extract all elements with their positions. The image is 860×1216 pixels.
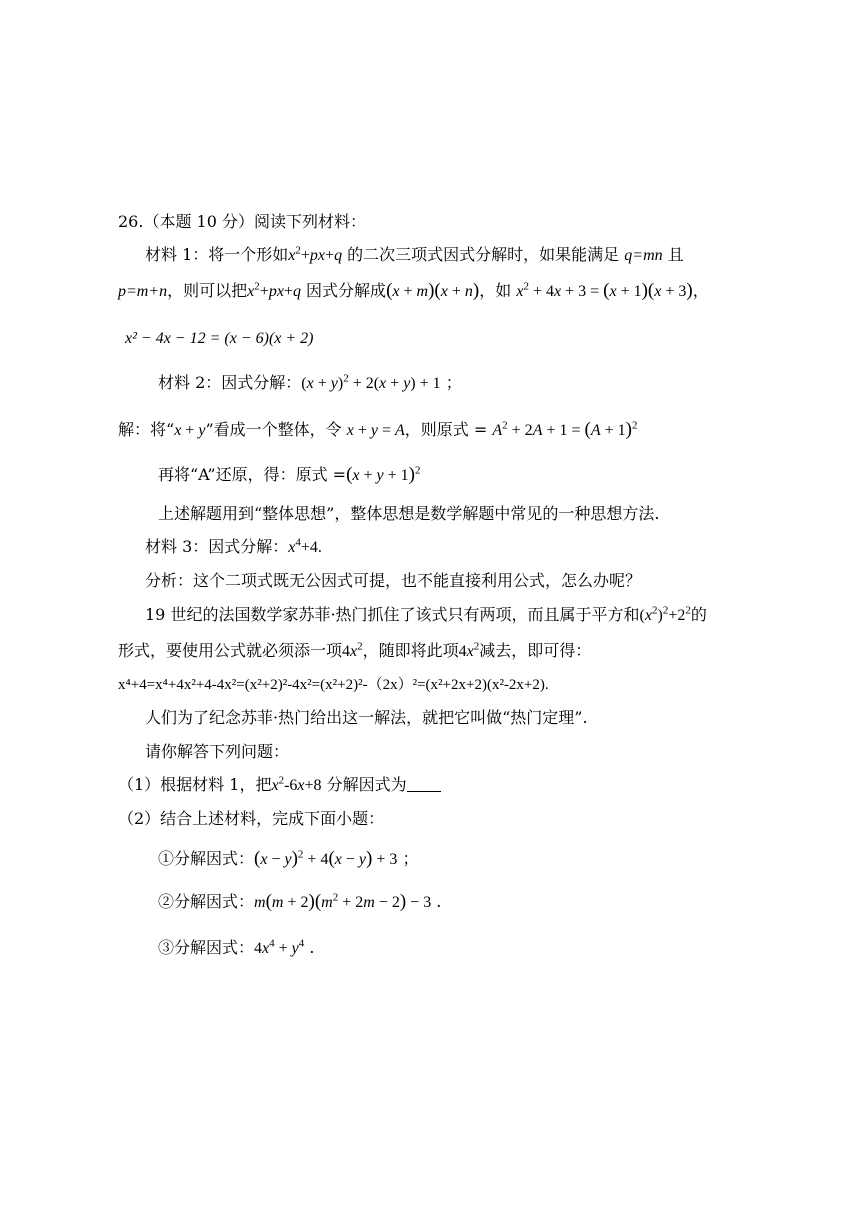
material-1-line-2: p=m+n，则可以把$x^2+px+q$ 因式分解成(x + m)(x + n)，如 $x^2 + 4x + 3 = (x + 1)(x + 3)$，: [118, 280, 709, 301]
material-2-label: 材料 2：因式分解：$(x + y)^2 + 2(x + y) + 1$ ；: [158, 372, 462, 392]
material-3-history-1: 19 世纪的法国数学家苏菲·热门抓住了该式只有两项，而且属于平方和$(x^2)^2+2^2$的: [145, 604, 707, 624]
material-2-solution: 解：将“x + y”看成一个整体，令 x + y = A，则原式 = $A^2 + 2A + 1 = (A + 1)^2$: [118, 419, 638, 440]
material-1-line-1: 材料 1：将一个形如$x^2+px+q$ 的二次三项式因式分解时，如果能满足 q=mn 且: [145, 244, 684, 264]
sub-question-2-1: ①分解因式：$(x - y)^2 + 4(x - y) + 3$ ；: [158, 848, 419, 869]
sub-question-1: （1）根据材料 1，把$x^2-6x+8$ 分解因式为: [118, 773, 441, 798]
ask-text: 请你解答下列问题：: [145, 742, 290, 761]
material-3-theorem: 人们为了纪念苏菲·热门给出这一解法，就把它叫做“热门定理”.: [145, 708, 588, 727]
material-3-label: 材料 3：因式分解：$x^4+4$.: [145, 536, 322, 556]
material-3-history-2: 形式，要使用公式就必须添一项$4x^2$，随即将此项$4x^2$减去，即可得：: [118, 640, 592, 660]
material-1-example: x² − 4x − 12 = (x − 6)(x + 2): [125, 330, 314, 347]
answer-blank[interactable]: [407, 775, 441, 792]
question-header: 26.（本题 10 分）阅读下列材料：: [118, 212, 366, 231]
material-2-summary: 上述解题用到“整体思想”，整体思想是数学解题中常见的一种思想方法.: [158, 504, 660, 523]
material-3-analysis: 分析：这个二项式既无公因式可提，也不能直接利用公式，怎么办呢？: [145, 571, 642, 590]
material-2-restore: 再将“A”还原，得：原式 $=(x + y + 1)^2$: [158, 464, 421, 485]
sub-question-2-2: ②分解因式：$m(m + 2)(m^2 + 2m - 2) - 3$ .: [158, 891, 442, 912]
sub-question-2: （2）结合上述材料，完成下面小题：: [118, 809, 385, 828]
sub-question-2-3: ③分解因式：$4x^4 + y^4$ .: [158, 937, 315, 957]
material-3-derivation: x⁴+4=x⁴+4x²+4-4x²=(x²+2)²-4x²=(x²+2)²-（2x）²=(x²+2x+2)(x²-2x+2).: [118, 677, 549, 693]
